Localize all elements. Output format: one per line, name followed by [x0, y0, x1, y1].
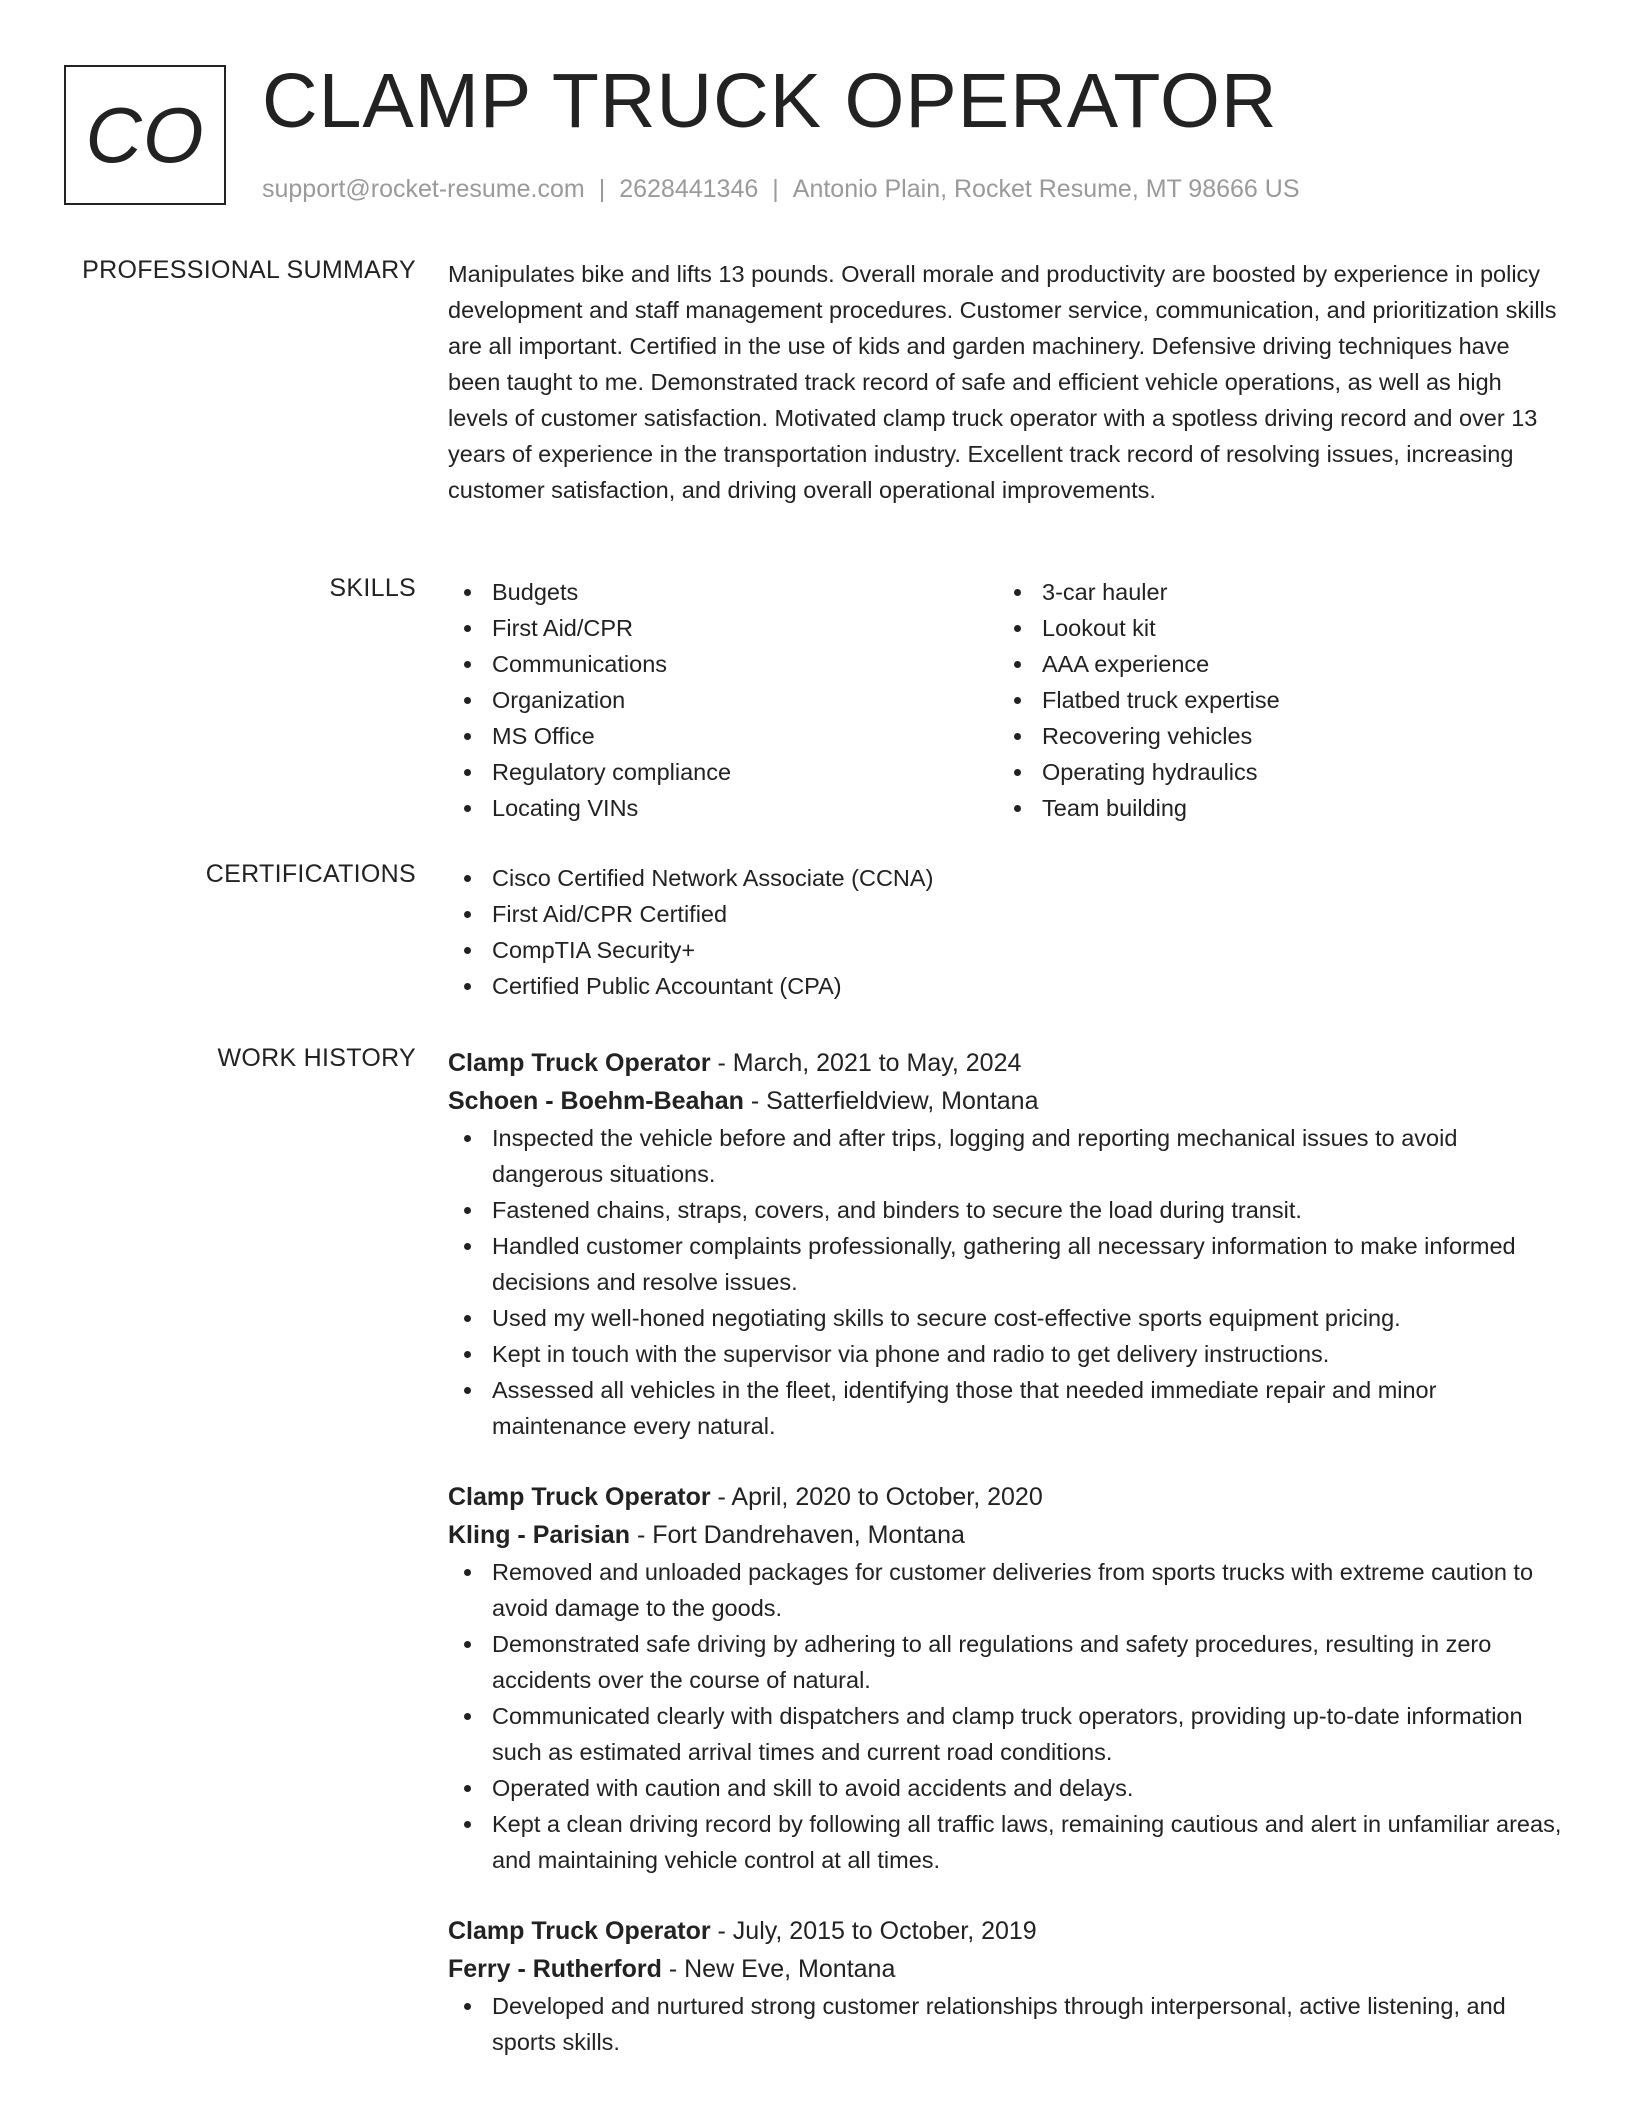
skill-item: Flatbed truck expertise: [998, 682, 1548, 718]
contact-separator: |: [772, 175, 779, 203]
skill-item: Recovering vehicles: [998, 718, 1548, 754]
job-title-line: [448, 1478, 1563, 1516]
contact-phone: 2628441346: [619, 175, 759, 203]
skill-item: Budgets: [448, 574, 998, 610]
job-entry: [448, 1044, 1563, 1444]
monogram-box: CO: [64, 65, 226, 205]
skill-item: Locating VINs: [448, 790, 998, 826]
skill-item: Regulatory compliance: [448, 754, 998, 790]
skill-item: 3-car hauler: [998, 574, 1548, 610]
contact-address: Antonio Plain, Rocket Resume, MT 98666 US: [792, 175, 1300, 203]
skill-item: Communications: [448, 646, 998, 682]
job-duties-list: [448, 1554, 1563, 1878]
candidate-name: CLAMP TRUCK OPERATOR: [262, 58, 1278, 144]
skill-item: Lookout kit: [998, 610, 1548, 646]
job-duty: Inspected the vehicle before and after trips, logging and reporting mechanical issues to avoid dangerous situations.: [448, 1120, 1563, 1192]
job-company-line: [448, 1516, 1563, 1554]
job-dates: - July, 2015 to October, 2019: [717, 1917, 1037, 1945]
job-duty: Handled customer complaints professionally, gathering all necessary information to make informed decisions and resolve issues.: [448, 1228, 1563, 1300]
job-duty: Operated with caution and skill to avoid accidents and delays.: [448, 1770, 1563, 1806]
job-duty: Communicated clearly with dispatchers and clamp truck operators, providing up-to-date information such as estimated arrival times and current road conditions.: [448, 1698, 1563, 1770]
job-duties-list: [448, 1120, 1563, 1444]
job-title-line: [448, 1912, 1563, 1950]
job-location: - Fort Dandrehaven, Montana: [636, 1521, 965, 1549]
job-company-line: [448, 1950, 1563, 1988]
job-duty: Assessed all vehicles in the fleet, identifying those that needed immediate repair and minor maintenance every natural.: [448, 1372, 1563, 1444]
job-title: Clamp Truck Operator: [448, 1917, 711, 1945]
contact-line: [262, 175, 1300, 204]
contact-separator: |: [598, 175, 606, 203]
job-title-line: [448, 1044, 1563, 1082]
job-title: Clamp Truck Operator: [448, 1049, 711, 1077]
job-dates: - April, 2020 to October, 2020: [717, 1483, 1043, 1511]
skills-heading: SKILLS: [329, 574, 416, 602]
job-entry: [448, 1478, 1563, 1878]
job-duty: Used my well-honed negotiating skills to secure cost-effective sports equipment pricing.: [448, 1300, 1563, 1336]
skill-item: Operating hydraulics: [998, 754, 1548, 790]
contact-email: support@rocket-resume.com: [262, 175, 585, 203]
job-entry: [448, 1912, 1563, 2060]
job-location: - New Eve, Montana: [668, 1955, 896, 1983]
job-dates: - March, 2021 to May, 2024: [717, 1049, 1022, 1077]
skill-item: MS Office: [448, 718, 998, 754]
certification-item: CompTIA Security+: [448, 932, 1563, 968]
certification-item: Certified Public Accountant (CPA): [448, 968, 1563, 1004]
job-duty: Developed and nurtured strong customer relationships through interpersonal, active listening, and sports skills.: [448, 1988, 1563, 2060]
job-company: Kling - Parisian: [448, 1521, 630, 1549]
job-company-line: [448, 1082, 1563, 1120]
certification-item: Cisco Certified Network Associate (CCNA): [448, 860, 1563, 896]
job-company: Ferry - Rutherford: [448, 1955, 662, 1983]
job-duties-list: [448, 1988, 1563, 2060]
skills-list-right: [998, 574, 1548, 826]
resume-header: [64, 58, 1564, 215]
skill-item: Team building: [998, 790, 1548, 826]
skill-item: First Aid/CPR: [448, 610, 998, 646]
job-duty: Removed and unloaded packages for customer deliveries from sports trucks with extreme caution to avoid damage to the goods.: [448, 1554, 1563, 1626]
job-title: Clamp Truck Operator: [448, 1483, 711, 1511]
job-duty: Kept in touch with the supervisor via phone and radio to get delivery instructions.: [448, 1336, 1563, 1372]
skill-item: Organization: [448, 682, 998, 718]
summary-heading: PROFESSIONAL SUMMARY: [82, 256, 416, 284]
job-location: - Satterfieldview, Montana: [750, 1087, 1039, 1115]
certification-item: First Aid/CPR Certified: [448, 896, 1563, 932]
job-duty: Demonstrated safe driving by adhering to all regulations and safety procedures, resulting in zero accidents over the course of natural.: [448, 1626, 1563, 1698]
certifications-heading: CERTIFICATIONS: [205, 860, 416, 888]
work-history-heading: WORK HISTORY: [217, 1044, 416, 1072]
job-company: Schoen - Boehm-Beahan: [448, 1087, 744, 1115]
certifications-list: [448, 860, 1563, 1004]
job-duty: Kept a clean driving record by following all traffic laws, remaining cautious and alert in unfamiliar areas, and maintaining vehicle control at all times.: [448, 1806, 1563, 1878]
skill-item: AAA experience: [998, 646, 1548, 682]
summary-text: Manipulates bike and lifts 13 pounds. Overall morale and productivity are boosted by experience in policy development and staff management procedures. Customer service, communication, and prioritization skills are all important. Certified in the use of kids and garden machinery. Defensive driving techniques have been taught to me. Demonstrated track record of safe and efficient vehicle operations, as well as high levels of customer satisfaction. Motivated clamp truck operator with a spotless driving record and over 13 years of experience in the transportation industry. Excellent track record of resolving issues, increasing customer satisfaction, and driving overall operational improvements.: [448, 261, 1557, 503]
skills-list-left: [448, 574, 998, 826]
job-duty: Fastened chains, straps, covers, and binders to secure the load during transit.: [448, 1192, 1563, 1228]
